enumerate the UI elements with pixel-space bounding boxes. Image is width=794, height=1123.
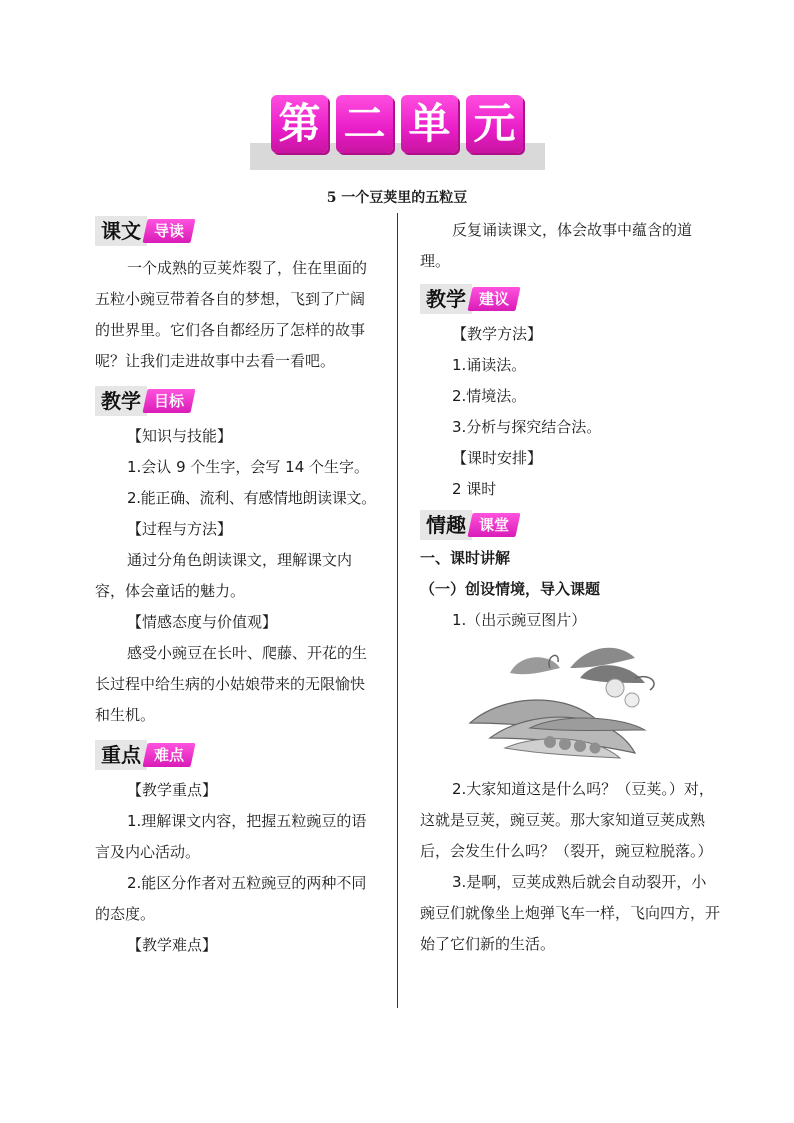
section-title: 情趣 bbox=[420, 510, 472, 540]
list-item: 1.会认 9 个生字，会写 14 个生字。 bbox=[127, 458, 370, 476]
list-item: 【教学重点】 bbox=[127, 781, 218, 799]
left-column bbox=[95, 215, 377, 961]
section-header bbox=[420, 509, 720, 541]
banner-char: 元 bbox=[466, 95, 523, 153]
list-item: 2.能正确、流利、有感情地朗读课文。 bbox=[127, 489, 376, 507]
paragraph: 2.能区分作者对五粒豌豆的两种不同的态度。 bbox=[95, 874, 367, 923]
list-item: 【教学难点】 bbox=[127, 936, 218, 954]
banner-char: 二 bbox=[336, 95, 393, 153]
unit-banner bbox=[271, 95, 531, 153]
list-item: 【教学方法】 bbox=[452, 325, 543, 343]
intro-paragraph: 一个成熟的豆荚炸裂了，住在里面的五粒小豌豆带着各自的梦想，飞到了广阔的世界里。它们各自都经历了怎样的故事呢？让我们走进故事中去看一看吧。 bbox=[95, 259, 368, 370]
pea-pod-image bbox=[420, 638, 720, 768]
list-item: 【课时安排】 bbox=[452, 449, 543, 467]
paragraph: 通过分角色朗读课文，理解课文内容，体会童话的魅力。 bbox=[95, 551, 353, 600]
lesson-title: 5 一个豆荚里的五粒豆 bbox=[326, 190, 468, 206]
list-item: 3.分析与探究结合法。 bbox=[452, 418, 602, 436]
list-item: 1.诵读法。 bbox=[452, 356, 527, 374]
subheading: （一）创设情境，导入课题 bbox=[420, 580, 601, 598]
paragraph: 1.理解课文内容，把握五粒豌豆的语言及内心活动。 bbox=[95, 812, 367, 861]
section-title: 教学 bbox=[420, 284, 472, 314]
banner-char: 单 bbox=[401, 95, 458, 153]
column-divider bbox=[397, 213, 398, 1008]
list-item: 2.情境法。 bbox=[452, 387, 527, 405]
section-tag: 难点 bbox=[142, 743, 195, 767]
section-header bbox=[95, 739, 377, 771]
section-tag: 建议 bbox=[467, 287, 520, 311]
section-tag: 目标 bbox=[142, 389, 195, 413]
paragraph: 反复诵读课文，体会故事中蕴含的道理。 bbox=[420, 221, 693, 270]
section-header bbox=[95, 215, 377, 247]
section-tag: 课堂 bbox=[467, 513, 520, 537]
section-header bbox=[95, 385, 377, 417]
paragraph: 感受小豌豆在长叶、爬藤、开花的生长过程中给生病的小姑娘带来的无限愉快和生机。 bbox=[95, 644, 368, 724]
list-item: 【过程与方法】 bbox=[127, 520, 233, 538]
banner-char: 第 bbox=[271, 95, 328, 153]
list-item: 【知识与技能】 bbox=[127, 427, 233, 445]
step-item: 3.是啊，豆荚成熟后就会自动裂开，小豌豆们就像坐上炮弹飞车一样，飞向四方，开始了它们新的生活。 bbox=[420, 873, 721, 953]
list-item: 2 课时 bbox=[452, 480, 497, 498]
section-title: 教学 bbox=[95, 386, 147, 416]
section-header bbox=[420, 283, 720, 315]
right-column bbox=[420, 215, 720, 960]
heading-lesson: 一、课时讲解 bbox=[420, 549, 511, 567]
section-tag: 导读 bbox=[142, 219, 195, 243]
step-item: 2.大家知道这是什么吗？（豆荚。）对，这就是豆荚，豌豆荚。那大家知道豆荚成熟后，会发生什么吗？（裂开，豌豆粒脱落。） bbox=[420, 780, 714, 860]
section-title: 课文 bbox=[95, 216, 147, 246]
step-item: 1.（出示豌豆图片） bbox=[452, 611, 587, 629]
list-item: 【情感态度与价值观】 bbox=[127, 613, 278, 631]
section-title: 重点 bbox=[95, 740, 147, 770]
